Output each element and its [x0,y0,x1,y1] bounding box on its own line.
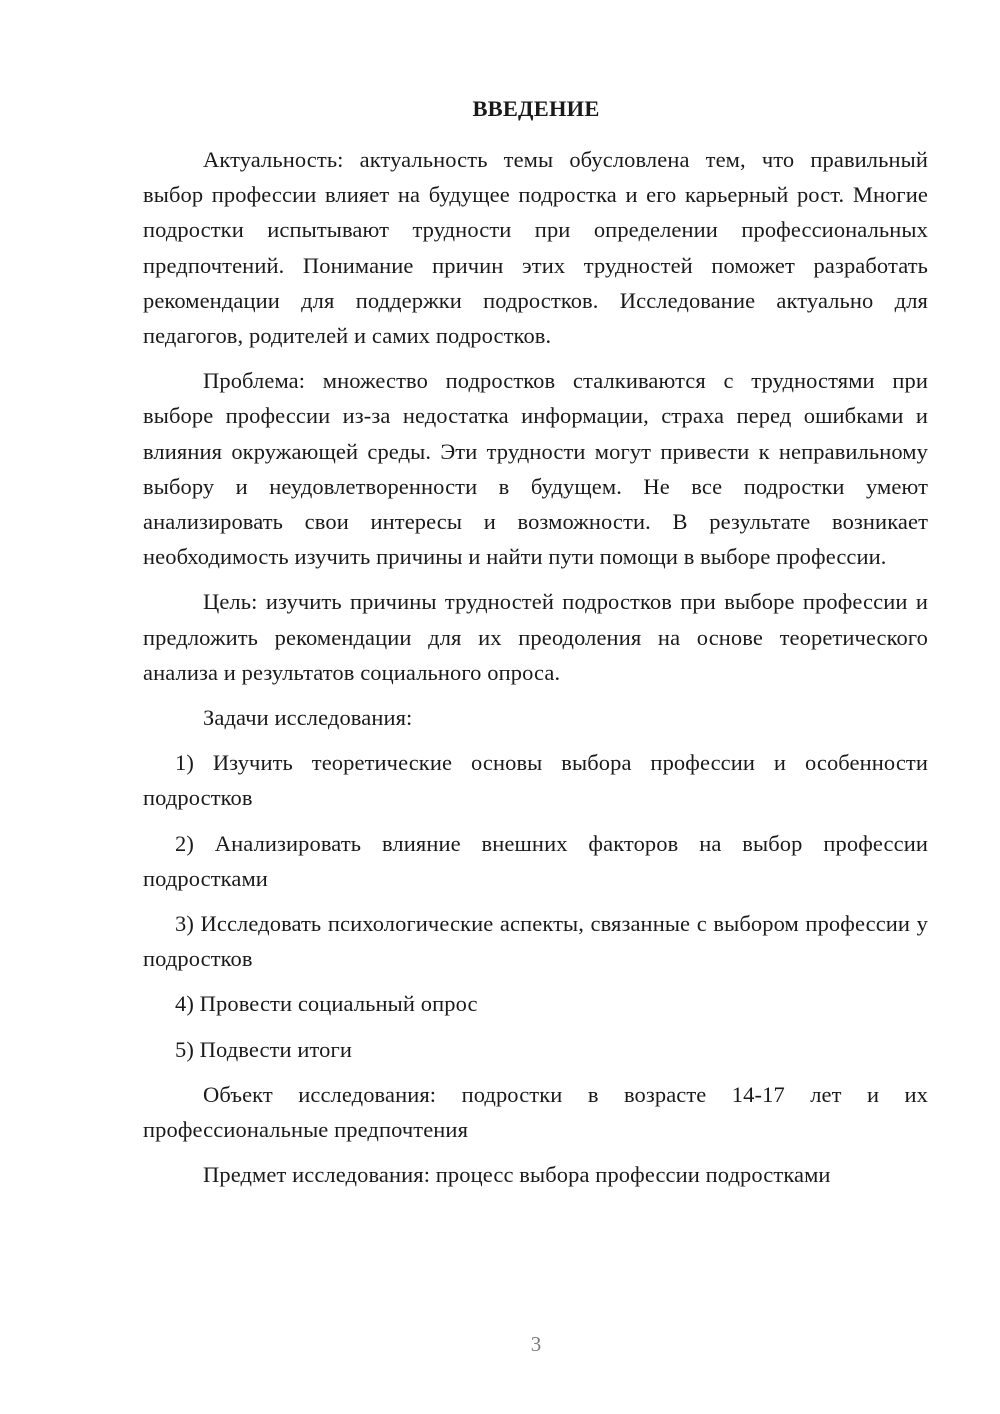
page-title: ВВЕДЕНИЕ [472,96,600,121]
task-item-1: 1) Изучить теоретические основы выбора профессии и особенности подростков [143,750,928,811]
paragraph-object: Объект исследования: подростки в возрасте 14-17 лет и их профессиональные предпочтения [143,1081,928,1143]
paragraph-subject: Предмет исследования: процесс выбора профессии подростками [203,1162,831,1188]
paragraph-problem: Проблема: множество подростков сталкиваются с трудностями при выборе профессии из-за недостатка информации, страха перед ошибками и влияния окружающей среды. Эти трудности могут привести к неправильному выбору и неудовлетворенности в будущем. Не все подростки умеют анализировать свои интересы и возможности. В результате возникает необходимость изучить причины и найти пути помощи в выборе профессии. [143,368,928,570]
tasks-heading: Задачи исследования: [203,705,413,731]
paragraph-goal: Цель: изучить причины трудностей подростков при выборе профессии и предложить рекомендации для их преодоления на основе теоретического анализа и результатов социального опроса. [143,589,928,685]
task-item-3: 3) Исследовать психологические аспекты, связанные с выбором профессии у подростков [143,911,928,972]
task-item-4: 4) Провести социальный опрос [175,991,478,1017]
task-item-2: 2) Анализировать влияние внешних факторов на выбор профессии подростками [143,830,928,891]
document-body [143,142,928,1202]
paragraph-relevance: Актуальность: актуальность темы обусловлена тем, что правильный выбор профессии влияет на будущее подростка и его карьерный рост. Многие подростки испытывают трудности при определении профессиональных предпочтений. Понимание причин этих трудностей поможет разработать рекомендации для поддержки подростков. Исследование актуально для педагогов, родителей и самих подростков. [143,147,928,349]
task-item-5: 5) Подвести итоги [175,1036,352,1062]
page-number: 3 [530,1332,542,1356]
